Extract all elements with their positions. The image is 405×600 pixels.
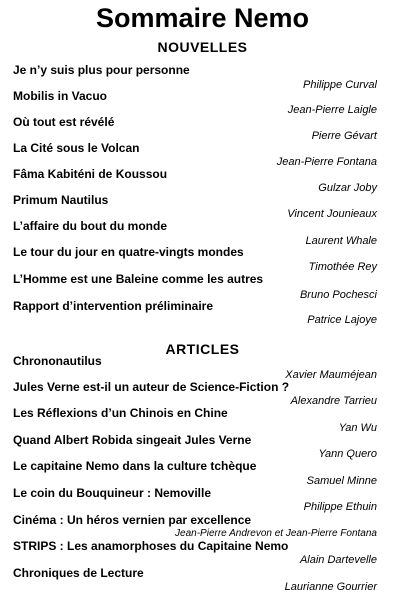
entry-author: Patrice Lajoye xyxy=(307,314,377,326)
entry-title: Chrononautilus xyxy=(13,354,102,368)
entry-title: L’affaire du bout du monde xyxy=(13,219,167,233)
entry-author: Alain Dartevelle xyxy=(299,554,377,566)
entry-title: Chroniques de Lecture xyxy=(13,566,144,580)
entry-author: Jean-Pierre Andrevon et Jean-Pierre Fontana xyxy=(175,528,377,539)
entry-author: Laurianne Gourrier xyxy=(284,581,377,593)
entry-title: Le coin du Bouquineur : Nemoville xyxy=(13,486,212,500)
entry-author: Laurent Whale xyxy=(305,235,377,247)
entry-title: La Cité sous le Volcan xyxy=(13,141,140,155)
entry-title: Jules Verne est-il un auteur de Science-Fiction ? xyxy=(13,380,290,394)
entry-author: Pierre Gévart xyxy=(311,130,377,142)
entry-author: Yann Quero xyxy=(318,448,377,460)
entry-author: Alexandre Tarrieu xyxy=(290,395,377,407)
page-title: Sommaire Nemo xyxy=(95,3,310,33)
entry-author: Samuel Minne xyxy=(306,475,377,487)
entry-title: Cinéma : Un héros vernien par excellence xyxy=(13,513,252,527)
entry-title: Mobilis in Vacuo xyxy=(13,89,108,103)
entry-author: Jean-Pierre Fontana xyxy=(276,156,377,168)
section-heading-nouvelles: NOUVELLES xyxy=(157,39,248,55)
entry-author: Vincent Jounieaux xyxy=(287,208,377,220)
entry-title: Le tour du jour en quatre-vingts mondes xyxy=(13,245,244,259)
entry-author: Philippe Curval xyxy=(303,79,377,91)
entry-author: Philippe Ethuin xyxy=(303,501,377,513)
entry-title: Rapport d’intervention préliminaire xyxy=(13,299,214,313)
entry-title: Où tout est révélé xyxy=(13,115,115,129)
entry-title: Primum Nautilus xyxy=(13,193,109,207)
entry-author: Timothée Rey xyxy=(308,261,377,273)
entry-author: Bruno Pochesci xyxy=(299,289,377,301)
entry-author: Xavier Mauméjean xyxy=(285,369,377,381)
entry-title: L’Homme est une Baleine comme les autres xyxy=(13,272,264,286)
entry-title: Les Réflexions d’un Chinois en Chine xyxy=(13,406,228,420)
entry-author: Gulzar Joby xyxy=(318,182,377,194)
section-heading-articles: ARTICLES xyxy=(165,341,240,357)
entry-author: Yan Wu xyxy=(338,422,377,434)
entry-title: STRIPS : Les anamorphoses du Capitaine Nemo xyxy=(13,539,289,553)
entry-title: Le capitaine Nemo dans la culture tchèque xyxy=(13,459,257,473)
entry-author: Jean-Pierre Laigle xyxy=(287,104,377,116)
entry-title: Je n’y suis plus pour personne xyxy=(13,63,190,77)
entry-title: Quand Albert Robida singeait Jules Verne xyxy=(13,433,252,447)
entry-title: Fâma Kabiténi de Koussou xyxy=(13,167,168,181)
